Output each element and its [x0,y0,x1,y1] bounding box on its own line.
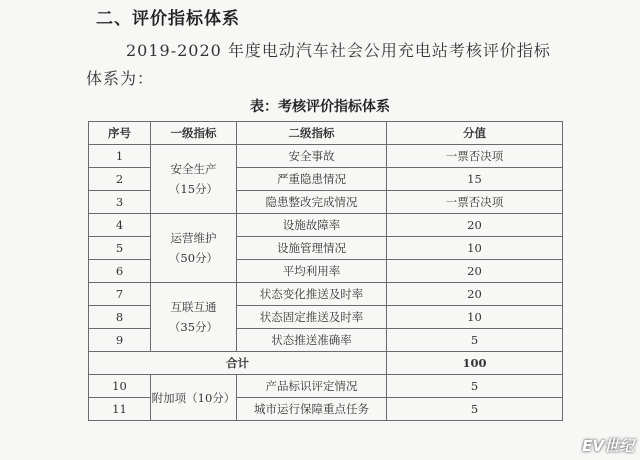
total-row [89,352,563,375]
row-score: 10 [387,237,563,260]
row-item: 安全事故 [237,145,387,168]
row-no: 9 [89,329,151,352]
table-row [89,145,563,168]
row-item: 平均利用率 [237,260,387,283]
row-score: 15 [387,168,563,191]
group-ops-points: （50分） [168,251,219,265]
section-heading: 二、评价指标体系 [96,9,240,29]
row-item: 状态变化推送及时率 [237,283,387,306]
row-item: 城市运行保障重点任务 [237,398,387,421]
group-safety-name: 安全生产 [170,162,217,176]
row-no: 5 [89,237,151,260]
row-score: 5 [387,375,563,398]
group-safety-points: （15分） [168,182,219,196]
row-no: 8 [89,306,151,329]
group-ops [151,214,237,283]
row-item: 严重隐患情况 [237,168,387,191]
row-score: 5 [387,329,563,352]
intro-paragraph-line1: 2019-2020 年度电动汽车社会公用充电站考核评价指标 [126,41,551,60]
header-score: 分值 [387,122,563,145]
group-safety [151,145,237,214]
total-value: 100 [387,352,563,375]
header-level2: 二级指标 [237,122,387,145]
row-item: 设施故障率 [237,214,387,237]
row-item: 状态固定推送及时率 [237,306,387,329]
table-title: 表：考核评价指标体系 [250,99,390,115]
row-no: 7 [89,283,151,306]
row-score: 20 [387,260,563,283]
row-score: 10 [387,306,563,329]
row-item: 设施管理情况 [237,237,387,260]
group-extra: 附加项（10分） [151,375,237,421]
header-no: 序号 [89,122,151,145]
row-no: 10 [89,375,151,398]
table-row [89,375,563,398]
group-connect-name: 互联互通 [170,300,217,314]
watermark-logo: EV世纪 [582,437,634,455]
intro-paragraph-line2: 体系为： [86,69,155,88]
table-header-row [89,122,563,145]
group-connect-points: （35分） [168,320,219,334]
row-score: 20 [387,283,563,306]
row-item: 状态推送准确率 [237,329,387,352]
row-score: 一票否决项 [387,191,563,214]
header-level1: 一级指标 [151,122,237,145]
row-score: 20 [387,214,563,237]
row-score: 5 [387,398,563,421]
group-ops-name: 运营维护 [170,231,217,245]
row-no: 11 [89,398,151,421]
row-no: 1 [89,145,151,168]
table-row [89,283,563,306]
row-no: 3 [89,191,151,214]
group-connect [151,283,237,352]
table-row [89,214,563,237]
row-no: 6 [89,260,151,283]
row-no: 2 [89,168,151,191]
row-no: 4 [89,214,151,237]
evaluation-index-table [88,121,563,421]
row-item: 产品标识评定情况 [237,375,387,398]
row-item: 隐患整改完成情况 [237,191,387,214]
row-score: 一票否决项 [387,145,563,168]
total-label: 合计 [89,352,387,375]
